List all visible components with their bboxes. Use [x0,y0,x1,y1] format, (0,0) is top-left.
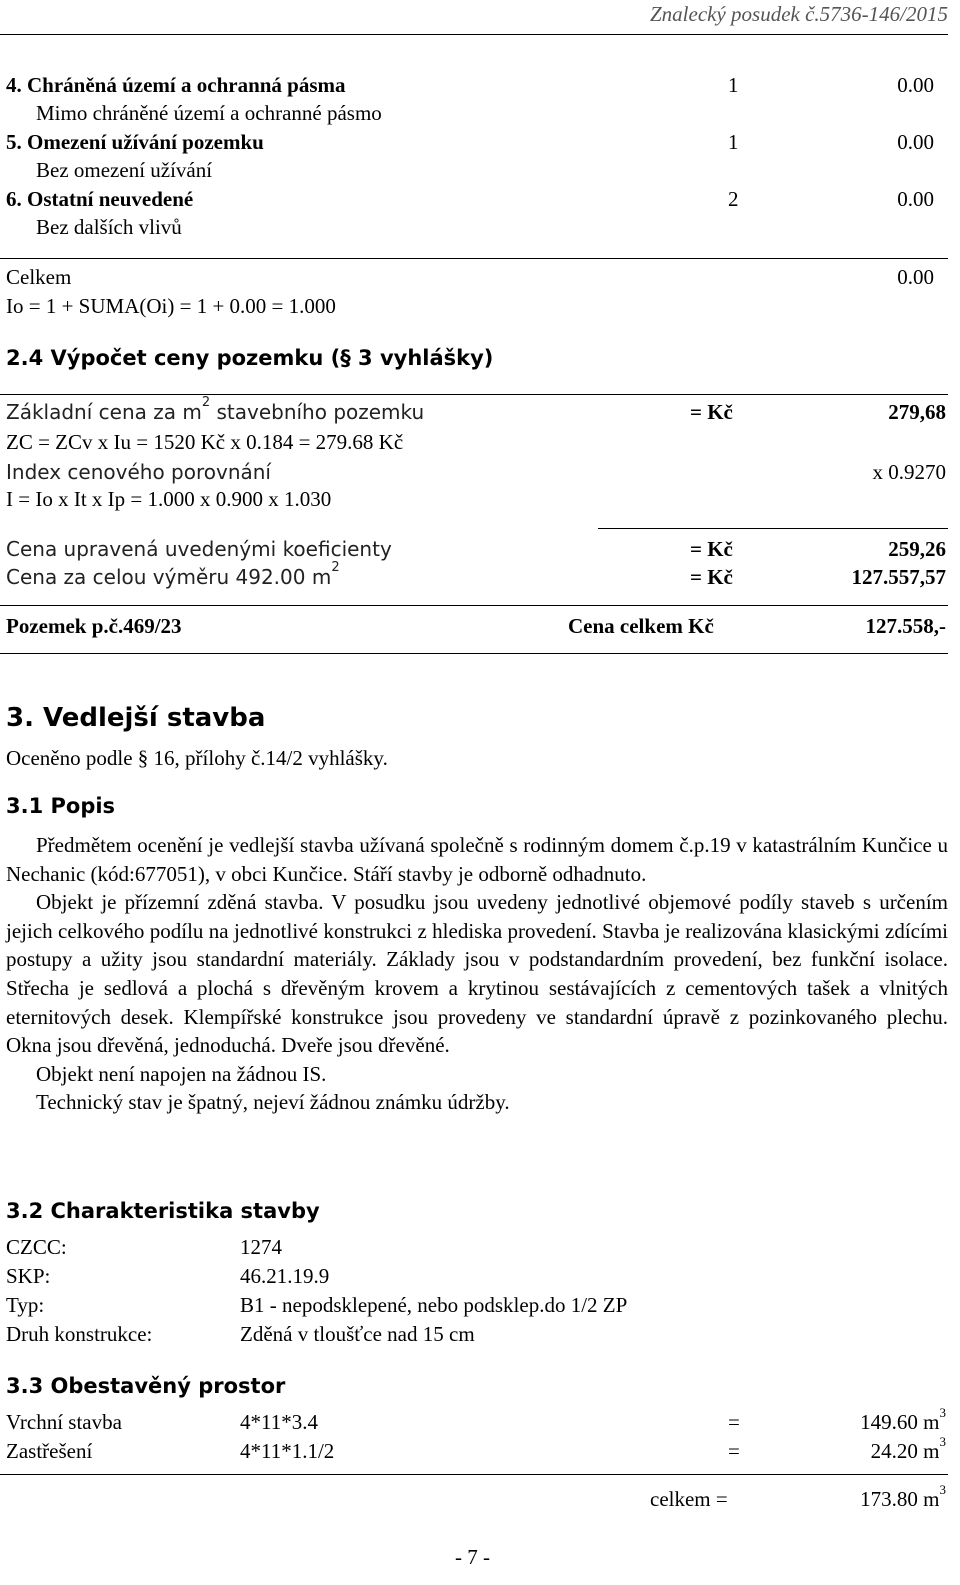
index-formula: I = Io x It x Ip = 1.000 x 0.900 x 1.030 [6,487,332,511]
land-total-value: 127.558,- [865,614,946,638]
influence-6-desc: Bez dalších vlivů [36,215,182,239]
adjusted-price-value: 259,26 [888,537,946,561]
page-number: - 7 - [455,1545,490,1569]
description-heading: 3.1 Popis [6,794,116,818]
volume-total-value: 173.80 $m^3$ [860,1482,946,1511]
influence-6-title: 6. Ostatní neuvedené [6,187,194,211]
influence-5-desc: Bez omezení užívání [36,158,213,182]
area-price-label: Cena za celou výměru 492.00 $m^2$ [6,560,340,589]
volume-row-formula: 4*11*3.4 [240,1410,318,1434]
land-total-label: Pozemek p.č.469/23 [6,614,182,638]
land-total-price-label: Cena celkem Kč [568,614,714,638]
base-price-unit: = Kč [690,400,733,424]
total-divider [0,258,948,259]
adjusted-price-unit: = Kč [690,537,733,561]
land-total-divider-top [0,605,948,606]
char-value-czcc: 1274 [240,1235,282,1259]
char-label-construction: Druh konstrukce: [6,1322,153,1346]
influence-5-title: 5. Omezení užívání pozemku [6,130,264,154]
volume-row-formula: 4*11*1.1/2 [240,1439,335,1463]
influence-4-title: 4. Chráněná území a ochranná pásma [6,73,346,97]
adjusted-price-label: Cena upravená uvedenými koeficienty [6,537,392,561]
characteristics-heading: 3.2 Charakteristika stavby [6,1199,320,1223]
area-price-unit: = Kč [690,565,733,589]
document-header: Znalecký posudek č.5736-146/2015 [649,2,948,26]
price-calc-heading: 2.4 Výpočet ceny pozemku (§ 3 vyhlášky) [6,346,494,370]
volume-heading: 3.3 Obestavěný prostor [6,1374,286,1398]
influence-6-variant: 2 [728,187,739,211]
index-value: x 0.9270 [872,460,946,484]
area-price-value: 127.557,57 [851,565,946,589]
valued-by-text: Oceněno podle § 16, přílohy č.14/2 vyhlášky. [6,746,388,770]
total-formula: Io = 1 + SUMA(Oi) = 1 + 0.00 = 1.000 [6,294,336,318]
base-price-label: Základní cena za $m^2$ stavebního pozemku [6,395,425,424]
description-paragraph: Objekt není napojen na žádnou IS. [36,1061,327,1086]
volume-row-label: Zastřešení [6,1439,93,1463]
char-label-skp: SKP: [6,1264,51,1288]
price-calc-divider [0,394,948,395]
volume-row-eq: = [728,1439,740,1463]
adjusted-divider [598,528,948,529]
volume-row-eq: = [728,1410,740,1434]
base-price-formula: ZC = ZCv x Iu = 1520 Kč x 0.184 = 279.68 Kč [6,430,404,454]
volume-total-label: celkem = [650,1487,728,1511]
influence-5-variant: 1 [728,130,739,154]
land-total-divider-bottom [0,653,948,654]
header-divider [0,34,948,35]
description-paragraph: Objekt je přízemní zděná stavba. V posudku jsou uvedeny jednotlivé objemové podíly staveb s určením jejich celkového podílu na jednotlivé konstrukci z hlediska provedení. Stavba je realizována klasickými zdícími postupy a užity jsou standardní materiály. Základy jsou v podstandardním provedení, bez funkční isolace. Střecha je sedlová a plochá s dřevěným krovem a krytinou sestávajících z cementových tašek a vlnitých eternitových desek. Klempířské konstrukce jsou provedeny ve standardní úpravě z pozinkovaného plechu. Okna jsou dřevěná, jednoduchá. Dveře jsou dřevěné. [6,890,948,1058]
influence-5-value: 0.00 [897,130,934,154]
char-label-type: Typ: [6,1293,45,1317]
influence-4-value: 0.00 [897,73,934,97]
total-value: 0.00 [897,265,934,289]
char-value-skp: 46.21.19.9 [240,1264,330,1288]
base-price-value: 279,68 [888,400,946,424]
volume-row-label: Vrchní stavba [6,1410,122,1434]
description-paragraph: Předmětem ocenění je vedlejší stavba užívaná společně s rodinným domem č.p.19 v katastrálním Kunčice u Nechanic (kód:677051), v obci Kunčice. Stáří stavby je odborně odhadnuto. [6,833,948,886]
description-body [6,831,948,1117]
volume-row-value: 149.60 $m^3$ [860,1405,946,1434]
total-label: Celkem [6,265,72,289]
char-value-type: B1 - nepodsklepené, nebo podsklep.do 1/2 ZP [240,1293,628,1317]
volume-total-divider [0,1474,948,1475]
influence-4-desc: Mimo chráněné území a ochranné pásmo [36,101,382,125]
char-value-construction: Zděná v tloušťce nad 15 cm [240,1322,475,1346]
influence-6-value: 0.00 [897,187,934,211]
description-paragraph: Technický stav je špatný, nejeví žádnou známku údržby. [36,1090,510,1115]
volume-row-value: 24.20 $m^3$ [870,1434,946,1463]
index-label: Index cenového porovnání [6,460,271,484]
influence-4-variant: 1 [728,73,739,97]
char-label-czcc: CZCC: [6,1235,67,1259]
section-3-heading: 3. Vedlejší stavba [6,703,266,733]
